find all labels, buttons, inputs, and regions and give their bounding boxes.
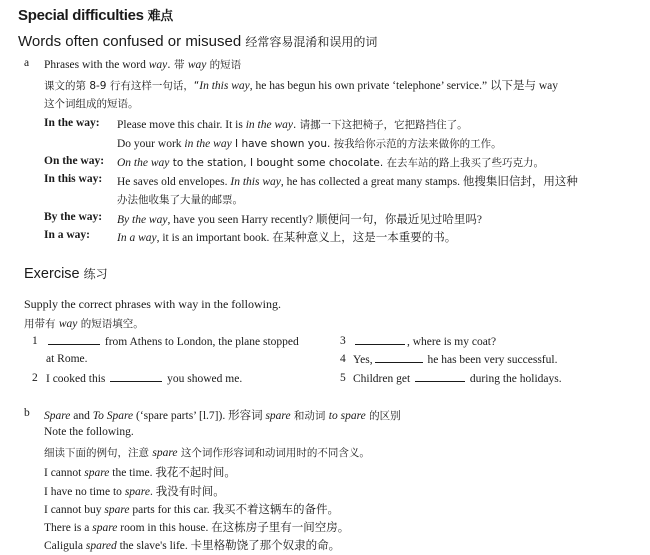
intro-en-b: , he has begun his own private ‘telephone’ service.” 以下是与 way <box>249 80 559 92</box>
page-title-cn: 难点 <box>147 9 173 24</box>
example-a: Caligula <box>44 540 86 552</box>
entry-text <box>117 229 456 245</box>
example-a: I have no time to <box>44 486 125 498</box>
example-b: the slave's life. 卡里格勒饶了那个奴隶的命。 <box>116 540 341 552</box>
section-a-title <box>44 57 241 72</box>
entry-text <box>117 173 578 189</box>
example-sentence <box>44 501 339 517</box>
section-b-title-italic-3: spare <box>265 410 291 422</box>
exercise-item-1 <box>46 335 299 348</box>
entry-text-b: . 请挪一下这把椅子，它把路挡住了。 <box>293 119 468 131</box>
page-title <box>18 5 173 24</box>
entry-text-italic: In this way <box>230 176 281 188</box>
entry-text-italic: in the way <box>184 138 232 150</box>
exercise-item-4 <box>353 353 557 366</box>
entry-text-italic: in the way <box>245 119 293 131</box>
section-a-title-cn: 的短语 <box>206 59 242 71</box>
answer-blank[interactable] <box>355 335 405 345</box>
exercise-item-2-text-a: I cooked this <box>46 373 109 385</box>
section-heading <box>18 33 377 50</box>
section-a-intro-line2: 这个词组成的短语。 <box>44 98 139 110</box>
example-italic: spare <box>104 504 130 516</box>
entry-text-b: , it is an important book. 在某种意义上，这是一本重要的书。 <box>156 232 457 244</box>
example-italic: spared <box>85 540 117 552</box>
instruction-cn-a: 用带有 <box>24 318 59 330</box>
example-b: . 我没有时间。 <box>149 486 225 498</box>
exercise-item-4-text-b: he has been very successful. <box>424 354 558 366</box>
instruction-cn-italic: way <box>58 318 78 330</box>
example-italic: spare <box>124 486 150 498</box>
entry-text-italic: In a way <box>117 232 157 244</box>
entry-text-a: Do your work <box>117 138 185 150</box>
intro-cn-a: 课文的第 8-9 行有这样一句话，“ <box>44 80 200 92</box>
exercise-item-3-text: , where is my coat? <box>407 336 497 348</box>
entry-text-b: to the station, I bought some chocolate. 在去车站的路上我买了些巧克力。 <box>169 157 545 169</box>
section-a-title-italic: way <box>148 59 168 71</box>
section-b-note-cn <box>44 445 370 460</box>
exercise-item-number: 2 <box>32 372 38 384</box>
exercise-item-number: 3 <box>340 335 346 347</box>
exercise-item-2 <box>46 372 242 385</box>
example-sentence <box>44 519 349 535</box>
entry-label: In a way: <box>44 229 91 241</box>
section-heading-cn: 经常容易混淆和误用的词 <box>245 35 378 49</box>
entry-text-italic: By the way <box>117 214 168 226</box>
answer-blank[interactable] <box>375 353 423 363</box>
exercise-item-4-text-a: Yes, <box>353 354 373 366</box>
section-b-title-italic-1: Spare <box>44 410 71 422</box>
section-a-intro-line1 <box>44 77 558 93</box>
entry-text <box>117 136 502 151</box>
answer-blank[interactable] <box>415 372 465 382</box>
note-cn-b: 这个词作形容词和动词用时的不同含义。 <box>177 447 370 459</box>
example-a: I cannot <box>44 467 85 479</box>
entry-text <box>117 117 468 132</box>
answer-blank[interactable] <box>48 335 100 345</box>
entry-label: In the way: <box>44 117 100 129</box>
example-italic: spare <box>84 467 110 479</box>
exercise-item-1-continued: at Rome. <box>46 353 88 365</box>
exercise-item-number: 1 <box>32 335 38 347</box>
example-a: There is a <box>44 522 93 534</box>
entry-label: By the way: <box>44 211 103 223</box>
entry-text-b: , have you seen Harry recently? 顺便问一句，你最近见过哈里吗? <box>167 214 483 226</box>
page-title-text: Special difficulties <box>18 7 144 24</box>
note-cn-italic: spare <box>152 447 178 459</box>
note-cn-a: 细读下面的例句，注意 <box>44 447 153 459</box>
exercise-item-5 <box>353 372 562 385</box>
section-a-title-italic-2: way <box>187 59 207 71</box>
exercise-heading <box>24 265 108 282</box>
exercise-heading-text: Exercise <box>24 266 80 282</box>
instruction-cn-b: 的短语填空。 <box>77 318 144 330</box>
section-b-title-rest-3: 的区别 <box>365 410 401 422</box>
section-a-title-mid: . 带 <box>167 59 188 71</box>
section-b-title-italic-2: To Spare <box>92 410 134 422</box>
example-italic: spare <box>92 522 118 534</box>
entry-text-b: I have shown you. 按我给你示范的方法来做你的工作。 <box>231 138 502 150</box>
section-b-title <box>44 407 401 423</box>
exercise-heading-cn: 练习 <box>83 267 108 281</box>
exercise-item-2-text-b: you showed me. <box>164 373 243 385</box>
section-b-title-italic-4: to spare <box>328 410 366 422</box>
example-sentence <box>44 537 340 553</box>
section-b-title-rest-2: 和动词 <box>290 410 329 422</box>
example-sentence <box>44 483 225 499</box>
section-b-note: Note the following. <box>44 426 134 438</box>
section-b-marker: b <box>24 407 30 419</box>
exercise-item-number: 4 <box>340 353 346 365</box>
entry-text-italic: On the way <box>117 157 170 169</box>
entry-text-a: He saves old envelopes. <box>117 176 231 188</box>
exercise-item-5-text-a: Children get <box>353 373 414 385</box>
section-b-title-rest: (‘spare parts’ [l.7]). 形容词 <box>133 410 266 422</box>
entry-text-continued: 办法他收集了大量的邮票。 <box>117 194 243 206</box>
section-heading-text: Words often confused or misused <box>18 33 242 50</box>
entry-text-b: , he has collected a great many stamps. 他搜集旧信封，用这种 <box>280 176 578 188</box>
example-b: room in this house. 在这栋房子里有一间空房。 <box>117 522 350 534</box>
section-a-title-text: Phrases with the word <box>44 59 149 71</box>
example-b: parts for this car. 我买不着这辆车的备件。 <box>129 504 340 516</box>
entry-text <box>117 211 482 227</box>
example-sentence <box>44 464 236 480</box>
intro-italic: In this way <box>199 80 250 92</box>
exercise-instruction: Supply the correct phrases with way in the following. <box>24 297 281 311</box>
example-a: I cannot buy <box>44 504 105 516</box>
exercise-instruction-cn <box>24 316 144 331</box>
example-b: the time. 我花不起时间。 <box>109 467 236 479</box>
exercise-item-5-text-b: during the holidays. <box>467 373 562 385</box>
exercise-item-number: 5 <box>340 372 346 384</box>
exercise-item-1-text: from Athens to London, the plane stopped <box>102 336 299 348</box>
answer-blank[interactable] <box>110 372 162 382</box>
entry-text-a: Please move this chair. It is <box>117 119 246 131</box>
exercise-item-3 <box>353 335 496 348</box>
section-b-title-mid: and <box>70 410 93 422</box>
entry-label: In this way: <box>44 173 103 185</box>
entry-text <box>117 155 544 170</box>
section-a-marker: a <box>24 57 30 69</box>
entry-label: On the way: <box>44 155 105 167</box>
